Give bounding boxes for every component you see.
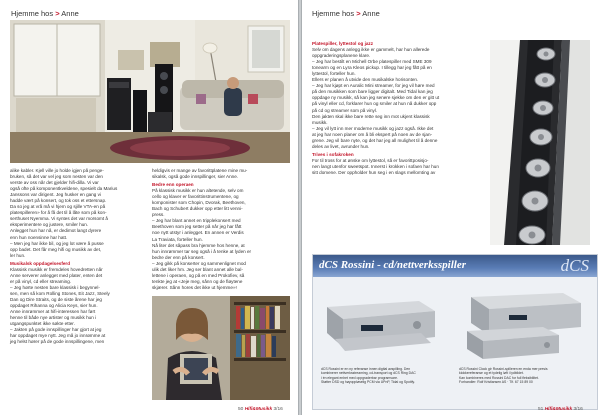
magazine-logo: Hifi&Musikk [244,407,273,412]
subheading-musikalsk: Musikalsk oppdagelsesferd [10,260,70,266]
left-page-footer [238,407,283,412]
paragraph-line: cello og klaver er favorittinstrumentene, og [152,194,239,200]
paragraph-line: – Men jeg har ikke bil, og jeg lot være å pusse [10,240,104,246]
paragraph-line: deles av livet, avrunder hun. [312,143,370,149]
paragraph-line: Bach og Schubert dukker opp etter litt venni- [152,206,243,212]
paragraph-line: Anne innrømmer at hifi-interessen har ført [10,309,96,315]
page-number: 51 [538,407,544,412]
left-page [0,0,298,415]
paragraph-line: oppdage ny musikk, så kan jeg senere sjekke om den er gitt ut [312,95,440,101]
running-head-separator: > [356,9,361,18]
paragraph-line: noe nytt utstyr i anlegget. En annen er Verdis [152,230,244,236]
paragraph-line: Den jakten skal ikke bare rette seg inn mot ukjent klassisk [312,113,430,119]
paragraph-line: sitt domene. Der oppholder hun seg i en slags mellomting av [312,169,436,175]
issue-number: 3/16 [573,407,583,412]
subheading-sofakroken: Trives i sofakroken [312,151,354,157]
issue-number: 3/16 [273,407,283,412]
paragraph-line: også ofte på komponentkveldene, spesielt da Marius [10,186,118,192]
paragraph-line: platespilleren» for å få det til å låte som på kon- [10,210,107,216]
paragraph-line: For til tross for at ønske om lyttestol, så er favorittposisjo- [312,157,429,163]
paragraph-line: hadde vært på konsert, og tok oss et ettersnap. [10,198,107,204]
paragraph-line: jeg helst hører på de gode innspillingene, men [10,339,105,345]
paragraph-line: bruken, så det var vel jeg som nesten var den [10,174,103,180]
ad-description-left [321,367,453,384]
paragraph-line: alike kabler. Kjell ville jo holde igjen på penge- [10,168,104,173]
paragraph-line: eksperimentere og justere, smiler hun. [10,222,89,228]
paragraph-line: nen langt utenfor sweetspot. Innerst i krokken i sofaen har hun [312,163,439,169]
paragraph-line: Ellers er planen å utvide den musikalske horisonten. [312,77,419,83]
subheading-platespiller: Platespiller, lyttestol og jazz [312,41,374,46]
ad-description-right [459,367,591,384]
left-column-1 [10,168,148,345]
paragraph-line: at jeg har noen planer om å bli ekspert på noen av de sjan- [312,131,433,137]
running-head-section: Hjemme hos [11,9,54,18]
paragraph-line: ler hun. [10,252,26,258]
paragraph-line: henne til både nye artister og musikk hun i [10,315,97,321]
paragraph-line: – Jeg har blant annet en tripplekonsert med [152,218,241,224]
paragraph-line: på den musikken som bare ligger digitalt. Med Tidal kan jeg [312,89,433,95]
living-room-photo [10,20,290,163]
subheading-operaen: Bedre enn operaen [152,182,194,188]
dcs-rossini-advertisement [312,254,598,410]
paragraph-line: sikalsk, også gode innspillinger, sier Anne. [152,174,239,180]
paragraph-line: lyttestol, forteller hun. [312,71,356,77]
paragraph-line: komponister som Chopin, Dvorak, Beethoven, [152,200,246,206]
speaker-photo [490,40,590,245]
paragraph-line: – Jeg gikk på konserter og sammenlignet mod [152,260,246,266]
paragraph-line: serthuset Nyemma. Vi syntes det var morsomt å [10,216,108,222]
right-page-footer [538,407,583,412]
paragraph-line: Anlegget hun har nå, er dedimot langt dyrere [10,228,102,234]
rossini-dac-clock-image [463,289,589,361]
paragraph-line: på cd og streamer som på vinyl. [312,107,378,113]
paragraph-line: oppgraderingsplanene klare. [312,53,371,59]
dcs-logo: dCS [560,256,589,275]
left-column-2 [152,168,290,291]
paragraph-line: Klassisk musikk er fremdeles hovedretten når [10,266,103,272]
paragraph-line: Da so jeg at vrå må vi hjem og sjille VTA-en på [10,204,106,210]
running-head-right [312,9,380,18]
paragraph-line: bedre der enn på konsert. [152,254,205,260]
paragraph-line: Dan og Dire Straits, og de siste årene har jeg [10,296,102,302]
paragraph-line: tonearm og en Lyra Kleos pickup. I tillegg har jeg fått på en [312,65,432,71]
ad-text-line: Kan kombineres med Rossini DAC for full fleksibilitet. [459,375,539,380]
right-column-1 [312,41,490,176]
paragraph-line: enn hun noensinne har hatt. [10,234,68,240]
paragraph-line: oppdaget Rihanna og Alicia Keys, sier hun. [10,303,98,309]
right-page [302,0,600,415]
running-head-section: Hjemme hos [312,9,355,18]
paragraph-line: La Traviata, forteller hun. [152,236,203,242]
page-number: 50 [238,407,244,412]
paragraph-line: lettene i operaen, og på en med Prokofiev, så [152,272,245,278]
ad-text-line: dCS Rossini Clock gir Rossini-spilleren en enda mer presis [459,367,548,371]
paragraph-line: – Jakten på gode innspillinger har gjort at jeg [10,327,102,333]
running-head-subject: Anne [362,9,380,18]
paragraph-line: Anne serverer anlegget med plater, enten det [10,272,103,278]
paragraph-line: har oppdaget mye nytt. Jeg må jo innrømme at [10,333,106,339]
paragraph-line: er på vinyl, cd eller streaming. [10,278,72,284]
paragraph-line: Selv om dagens anlegg ikke er gammelt, har hun allerede [312,47,430,53]
paragraph-line: Nå liter det såpass bra hjemme hos henne, at [152,242,245,248]
ad-title: dCS Rossini - cd/nettverksspiller [319,259,466,271]
paragraph-line: – Jeg har kjøpt en Auralic Mini streamer, for jeg vil høre med [312,83,435,89]
paragraph-line: Janssons var dirigent. Jeg husker en gang vi [10,192,101,198]
paragraph-line: – Jeg vil lytt inn mer moderne musikk og jazz også. Ikke det [312,125,434,131]
ad-text-line: kombinerer nettverksstreaming, cd-transport og dCS Ring DAC [321,371,416,376]
paragraph-line: – Jeg hørte nesten bare klassisk i begynnel- [10,284,100,290]
paragraph-line: heldigvis er mange av favorittplatene mine mu- [152,168,248,173]
running-head-subject: Anne [61,9,79,18]
paragraph-line: tenkte jeg at «Jeje meg, sånn og de fløytene [152,278,243,284]
ad-text-line: dCS Rossini er en ny referanse innen digital avspilling. Den [321,367,411,371]
ad-text-line: i én elegant enhet med oppgraderbar programvare. [321,375,398,380]
paragraph-line: musikk. [312,119,328,125]
ad-text-line: klokkereferanse og et tydelig løft i lydbildet. [459,371,524,376]
magazine-logo: Hifi&Musikk [544,407,573,412]
paragraph-line: sen, men så kom Rolling Stones, Eit Jazz, Steely [10,290,110,296]
paragraph-line: – Jeg har bestilt en Michell Orbe platespiller med SME 309 [312,59,432,65]
paragraph-line: hun innrømmer tar seg også i å tenke at lyden er [152,248,252,254]
running-head-left [11,9,79,18]
paragraph-line: på vinyl eller cd, forklarer hun og smiler at hun nå dukker opp [312,101,437,107]
paragraph-line: opp badet. Det får meg hifi og musikk av det, [10,246,102,252]
paragraph-line: press. [152,212,165,218]
ad-text-line: Forhandler: Rolf Kristiansen AS · Tlf. 67 15 89 00 [459,379,533,384]
paragraph-line: På klassisk musikk er hun altetende, selv om [152,188,244,194]
paragraph-line: verste av oss når det gjelder hifi-dilla. Vi var [10,180,99,186]
ad-text-line: Støtter DSD og høyoppløselig PCM via UPnP, Tidal og Spotify. [321,379,415,384]
paragraph-line: Beethoven som jeg setter på når jeg har fått [152,224,242,230]
rossini-player-image [321,289,441,361]
paragraph-line: utgangspunktet ikke søkte etter. [10,321,75,327]
paragraph-line: ulik det liker hm. Jeg ser blant annet alle bal- [152,266,243,272]
running-head-separator: > [55,9,60,18]
paragraph-line: grene. Jeg vil bare nyte, og det har jeg all mulighet til å denne [312,137,438,143]
paragraph-line: skjærer. Sånn hores det ikke ut hjemme»! [152,284,237,290]
portrait-photo [152,296,290,400]
